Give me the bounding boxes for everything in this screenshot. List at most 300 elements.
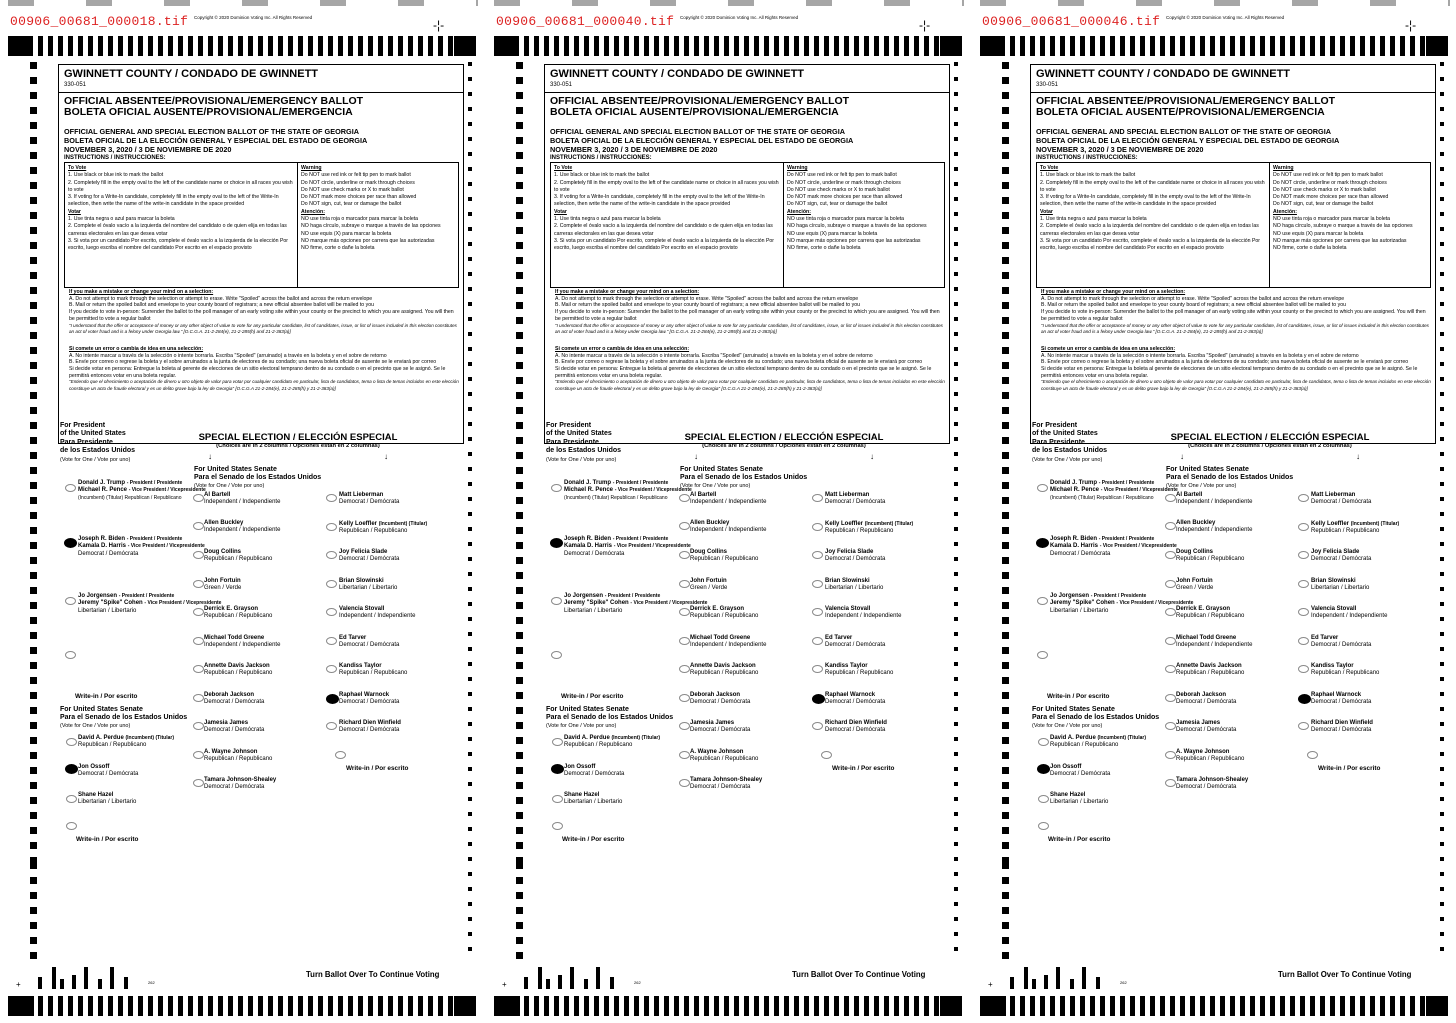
official-title (1036, 96, 1335, 118)
race-title: de los Estados Unidos (60, 447, 136, 455)
vote-oval[interactable] (1037, 764, 1050, 774)
mistake-item: A. Do not attempt to mark through the selection or attempt to erase. Write "Spoiled" across the ballot and across the return envelope (1041, 295, 1345, 302)
vote-oval[interactable] (812, 608, 823, 616)
write-in-oval[interactable] (1307, 751, 1318, 759)
vote-oval[interactable] (1298, 665, 1309, 673)
race-title: de los Estados Unidos (546, 447, 622, 455)
election-title (1036, 127, 1339, 163)
vote-oval[interactable] (193, 665, 204, 673)
mistake-item: B. Mail or return the spoiled ballot and envelope to your county board of registrars; a new official absentee ballot will be mailed to you (555, 302, 860, 309)
column-arrows (694, 452, 874, 461)
special-senate-candidate: Michael Todd Greene Independent / Independiente (204, 635, 281, 649)
special-senate-candidate: Matt Lieberman Democrat / Demócrata (825, 492, 886, 506)
vote-oval[interactable] (193, 751, 204, 759)
write-in-oval[interactable] (551, 651, 562, 659)
election-date: NOVEMBER 3, 2020 / 3 DE NOVIEMBRE DE 2020 (1036, 145, 1204, 154)
vote-oval[interactable] (679, 608, 690, 616)
ballot-scan (494, 0, 964, 1023)
mistake-instructions (69, 289, 459, 393)
race-title: For President (60, 422, 106, 429)
column-arrows (208, 452, 388, 461)
election-title-en: OFFICIAL GENERAL AND SPECIAL ELECTION BALLOT OF THE STATE OF GEORGIA (1036, 127, 1331, 136)
special-senate-candidate: Tamara Johnson-Shealey Democrat / Demócrata (204, 777, 277, 791)
vote-oval[interactable] (1165, 722, 1176, 730)
special-senate-candidate: Kelly Loeffler (Incumbent) (Titular) Republican / Republicano (339, 521, 428, 535)
warning-item: Do NOT use check marks or X to mark ballot (787, 186, 890, 193)
special-senate-candidate: A. Wayne Johnson Republican / Republicano (690, 749, 759, 763)
instruction-item: 1. Use tinta negra o azul para marcar la boleta (1040, 216, 1147, 223)
special-senate-header (194, 466, 321, 491)
warning-item: Do NOT circle, underline or mark through choices (787, 179, 901, 186)
page-number: 262 (634, 980, 641, 985)
vote-oval[interactable] (679, 551, 690, 559)
vote-instruction: (Vote for One / Vote por uno) (194, 483, 265, 490)
fraud-notice-es: "Entiendo que el ofrecimiento o aceptación de dinero u otro objeto de valor para votar por cualquier candidato en particular, lista de candidatos, tema o lista de temas incluidos en este elección constituye un acto de fraude electoral y es un delito grave bajo la ley de Georgia" [O.C.G.A 21-2-284(e), 21-2-285(h) y 21-2-383(a)] (1041, 379, 1431, 392)
vote-instruction: (Vote for One / Vote por uno) (1166, 483, 1237, 490)
mistake-heading-es: Si comete un error o cambia de idea en una selección: (69, 345, 204, 352)
vote-oval[interactable] (1298, 608, 1309, 616)
votar-heading: Votar (1040, 208, 1053, 215)
warning-item: Do NOT mark more choices per race than allowed (1273, 194, 1389, 201)
mistake-heading: If you make a mistake or change your mind on a selection: (69, 289, 214, 295)
registration-plus: + (988, 980, 993, 989)
instruction-item: 2. Completely fill in the empty oval to the left of the candidate name or choice in all races you wish to vote (554, 179, 779, 193)
instruction-item: 2. Complete el óvalo vacío a la izquierda del nombre del candidato o de quien elija en todas las carreras electorales en las que desea votar (554, 223, 773, 237)
warning-heading: Warning (787, 165, 808, 171)
write-in-oval[interactable] (66, 822, 77, 830)
special-election-header (664, 432, 904, 449)
vote-oval[interactable] (1165, 522, 1176, 530)
vote-oval[interactable] (679, 580, 690, 588)
special-senate-candidate: A. Wayne Johnson Republican / Republicano (1176, 749, 1245, 763)
special-senate-candidate: Michael Todd Greene Independent / Independiente (690, 635, 767, 649)
county-title: GWINNETT COUNTY / CONDADO DE GWINNETT (1036, 68, 1291, 80)
candidate-biden-harris: Joseph R. Biden - President / Presidente Kamala D. Harris - Vice President / Vicepresidente Democrat / Demócrata (78, 536, 205, 557)
special-senate-candidate: Brian Slowinski Libertarian / Libertario (339, 578, 398, 592)
divider (783, 163, 784, 287)
special-senate-candidate: Joy Felicia Slade Democrat / Demócrata (825, 549, 886, 563)
vote-oval[interactable] (326, 551, 337, 559)
race-title: Para el Senado de los Estados Unidos (1032, 714, 1160, 722)
vote-oval[interactable] (1037, 597, 1048, 605)
vote-oval[interactable] (193, 722, 204, 730)
columns-note: (Choices are in 2 columns / Opciones están en 2 columnas) (702, 443, 866, 449)
timing-marks-left (30, 62, 37, 962)
warning-item: Do NOT use red ink or felt tip pen to mark ballot (1273, 172, 1383, 179)
turn-over-note: Turn Ballot Over To Continue Voting (1278, 970, 1412, 979)
ballot-style-code: 330-051 (550, 82, 573, 88)
special-senate-candidate: Kelly Loeffler (Incumbent) (Titular) Republican / Republicano (825, 521, 914, 535)
candidate-perdue: David A. Perdue (Incumbent) (Titular) Republican / Republicano (564, 735, 660, 749)
vote-oval[interactable] (812, 580, 823, 588)
page-number: 262 (1120, 980, 1127, 985)
special-senate-candidate: Annette Davis Jackson Republican / Republicano (204, 663, 273, 677)
vote-oval[interactable] (193, 608, 204, 616)
special-senate-candidate: Ed Tarver Democrat / Demócrata (825, 635, 886, 649)
vote-oval[interactable] (679, 779, 690, 787)
top-margin-marks (980, 0, 1450, 6)
vote-oval[interactable] (812, 694, 825, 704)
vote-oval[interactable] (1165, 694, 1176, 702)
vote-oval[interactable] (551, 764, 564, 774)
vote-oval[interactable] (679, 694, 690, 702)
special-senate-candidate: Kandiss Taylor Republican / Republicano (1311, 663, 1380, 677)
election-title-es: BOLETA OFICIAL DE LA ELECCIÓN GENERAL Y ESPECIAL DEL ESTADO DE GEORGIA (1036, 136, 1340, 145)
vote-oval[interactable] (1165, 551, 1176, 559)
instructions-heading: INSTRUCTIONS / INSTRUCCIONES: (550, 155, 652, 161)
election-title (550, 127, 853, 163)
timing-marks-top (980, 36, 1450, 56)
mistake-item: A. No intente marcar a través de la selección o intente borrarla. Escriba "Spoiled" (arruinado) a través en la boleta y en el sobre de retorno (555, 352, 873, 359)
vote-instruction: (Vote for One / Vote por uno) (680, 483, 751, 490)
warning-item: NO use equis (X) para marcar la boleta (787, 230, 878, 237)
special-senate-candidate: Kelly Loeffler (Incumbent) (Titular) Republican / Republicano (1311, 521, 1400, 535)
instruction-item: 3. If voting for a Write-In candidate, completely fill in the empty oval to the left of the Write-In selection, then write the name of the write-in candidate in the space provided (68, 194, 279, 208)
arrow-down-icon: ↓ (1180, 452, 1184, 461)
instruction-item: 2. Completely fill in the empty oval to the left of the candidate name or choice in all races you wish to vote (1040, 179, 1265, 193)
candidate-ossoff: Jon Ossoff Democrat / Demócrata (1050, 764, 1111, 778)
mistake-instructions (1041, 289, 1431, 393)
vote-oval[interactable] (1165, 608, 1176, 616)
candidate-jorgensen-cohen: Jo Jorgensen - President / Presidente Jeremy "Spike" Cohen - Vice President / Vicepresidente Libertarian / Libertario (1050, 593, 1194, 614)
ballot-id-marks (502, 965, 674, 989)
mistake-item: B. Envíe por correo o regrese la boleta y el sobre arruinados a la junta de electores de su condado; una nueva boleta oficial de ausente se le enviará por correo (69, 359, 437, 366)
ballot-style-code: 330-051 (1036, 82, 1059, 88)
vote-oval[interactable] (193, 551, 204, 559)
arrow-down-icon: ↓ (694, 452, 698, 461)
race-title: For United States Senate (680, 466, 763, 473)
candidate-biden-harris: Joseph R. Biden - President / Presidente Kamala D. Harris - Vice President / Vicepresidente Democrat / Demócrata (564, 536, 691, 557)
warning-instructions (301, 165, 456, 253)
official-title-en: OFFICIAL ABSENTEE/PROVISIONAL/EMERGENCY BALLOT (1036, 95, 1336, 107)
vote-oval[interactable] (326, 608, 337, 616)
mistake-item: If you decide to vote in-person: Surrender the ballot to the poll manager of an early voting site within your county or the precinct to which you are assigned. You will then be permitted to vote a regular ballot (69, 309, 454, 322)
instruction-item: 2. Complete el óvalo vacío a la izquierda del nombre del candidato o de quien elija en todas las carreras electorales en las que desea votar (1040, 223, 1259, 237)
vote-oval[interactable] (812, 637, 823, 645)
vote-oval[interactable] (1165, 580, 1176, 588)
timing-marks-left (516, 62, 523, 962)
race-title: Para el Senado de los Estados Unidos (1166, 474, 1294, 482)
vote-oval[interactable] (679, 494, 690, 502)
race-title: de los Estados Unidos (1032, 447, 1108, 455)
instructions-box (64, 162, 459, 288)
write-in-label: Write-in / Por escrito (562, 836, 625, 843)
special-senate-candidate: Al Bartell Independent / Independiente (204, 492, 281, 506)
arrow-down-icon: ↓ (384, 452, 388, 461)
vote-oval[interactable] (66, 795, 77, 803)
arrow-down-icon: ↓ (208, 452, 212, 461)
vote-oval[interactable] (1298, 637, 1309, 645)
vote-oval[interactable] (551, 597, 562, 605)
instruction-item: 3. Si vota por un candidato Por escrito, complete el óvalo vacío a la izquierda de la elección Por escrito, luego escriba el nombre del candidato Por escrito en el espacio provisto (554, 237, 775, 252)
vote-oval[interactable] (812, 722, 823, 730)
special-senate-candidate: Joy Felicia Slade Democrat / Demócrata (339, 549, 400, 563)
vote-oval[interactable] (812, 551, 823, 559)
vote-oval[interactable] (812, 494, 823, 502)
vote-oval[interactable] (812, 665, 823, 673)
column-arrows (1180, 452, 1360, 461)
special-senate-candidate: Al Bartell Independent / Independiente (690, 492, 767, 506)
vote-oval[interactable] (1165, 494, 1176, 502)
vote-oval[interactable] (65, 597, 76, 605)
vote-oval[interactable] (679, 665, 690, 673)
fraud-notice-es: "Entiendo que el ofrecimiento o aceptación de dinero u otro objeto de valor para votar por cualquier candidato en particular, lista de candidatos, tema o lista de temas incluidos en este elección constituye un acto de fraude electoral y es un delito grave bajo la ley de Georgia" [O.C.G.A 21-2-284(e), 21-2-285(h) y 21-2-383(a)] (555, 379, 945, 392)
vote-oval[interactable] (193, 637, 204, 645)
vote-instruction: (Vote for One / Vote por uno) (1032, 723, 1103, 730)
special-election-header (1150, 432, 1390, 449)
vote-oval[interactable] (550, 538, 563, 548)
timing-marks-top (494, 36, 964, 56)
ballot-id-marks (988, 965, 1160, 989)
special-senate-candidate: Richard Dien Winfield Democrat / Demócrata (339, 720, 401, 734)
registration-cross: -¦- (433, 18, 445, 32)
president-race-header (546, 422, 621, 464)
mistake-item: If you decide to vote in-person: Surrender the ballot to the poll manager of an early voting site within your county or the precinct to which you are assigned. You will then be permitted to vote a regular ballot (1041, 309, 1426, 322)
warning-item: Do NOT use red ink or felt tip pen to mark ballot (301, 172, 411, 179)
votar-heading: Votar (68, 208, 81, 215)
race-title: For United States Senate (194, 466, 277, 473)
warning-item: Do NOT mark more choices per race than allowed (787, 194, 903, 201)
vote-oval[interactable] (552, 795, 563, 803)
vote-oval[interactable] (1298, 551, 1309, 559)
special-senate-candidate: Jamesia James Democrat / Demócrata (690, 720, 751, 734)
special-senate-candidate: Allen Buckley Independent / Independiente (1176, 520, 1253, 534)
race-title: For United States Senate (1032, 706, 1115, 713)
vote-oval[interactable] (679, 522, 690, 530)
vote-oval[interactable] (1038, 738, 1049, 746)
vote-oval[interactable] (1038, 795, 1049, 803)
warning-heading: Warning (1273, 165, 1294, 171)
special-senate-candidate: Doug Collins Republican / Republicano (1176, 549, 1245, 563)
vote-oval[interactable] (193, 580, 204, 588)
vote-oval[interactable] (1165, 779, 1176, 787)
vote-oval[interactable] (193, 779, 204, 787)
vote-oval[interactable] (65, 484, 76, 492)
warning-item: NO use tinta roja o marcador para marcar la boleta (301, 216, 419, 223)
write-in-label: Write-in / Por escrito (561, 693, 624, 700)
candidate-perdue: David A. Perdue (Incumbent) (Titular) Republican / Republicano (78, 735, 174, 749)
warning-item: NO use tinta roja o marcador para marcar la boleta (787, 216, 905, 223)
top-margin-marks (8, 0, 478, 6)
special-senate-candidate: Doug Collins Republican / Republicano (690, 549, 759, 563)
warning-item: NO haga círculo, subraye o marque a través de las opciones (1273, 223, 1413, 230)
official-title-es: BOLETA OFICIAL AUSENTE/PROVISIONAL/EMERGENCIA (1036, 106, 1325, 118)
election-date: NOVEMBER 3, 2020 / 3 DE NOVIEMBRE DE 2020 (550, 145, 718, 154)
registration-cross: -¦- (1405, 18, 1417, 32)
instruction-item: 3. If voting for a Write-In candidate, completely fill in the empty oval to the left of the Write-In selection, then write the name of the write-in candidate in the space provided (1040, 194, 1251, 208)
special-election-title: SPECIAL ELECTION / ELECCIÓN ESPECIAL (198, 432, 398, 443)
instructions-box (550, 162, 945, 288)
senate-race-header (546, 706, 673, 731)
vote-oval[interactable] (1165, 665, 1176, 673)
official-title (64, 96, 363, 118)
divider (545, 92, 949, 93)
vote-oval[interactable] (65, 764, 78, 774)
special-senate-candidate: Valencia Stovall Independent / Independiente (1311, 606, 1388, 620)
timing-marks-bottom (8, 996, 478, 1016)
mistake-item: B. Envíe por correo o regrese la boleta y el sobre arruinados a la junta de electores de su condado; una nueva boleta oficial de ausente se le enviará por correo (1041, 359, 1409, 366)
mistake-heading-es: Si comete un error o cambia de idea en una selección: (1041, 345, 1176, 352)
fraud-notice-es: "Entiendo que el ofrecimiento o aceptación de dinero u otro objeto de valor para votar por cualquier candidato en particular, lista de candidatos, tema o lista de temas incluidos en este elección constituye un acto de fraude electoral y es un delito grave bajo la ley de Georgia" [O.C.G.A 21-2-284(e), 21-2-285(h) y 21-2-383(a)] (69, 379, 459, 392)
file-name: 00906_00681_000046.tif (982, 14, 1161, 29)
turn-over-note: Turn Ballot Over To Continue Voting (306, 970, 440, 979)
registration-plus: + (502, 980, 507, 989)
warning-item: NO marque más opciones por carrera que las autorizadas (1273, 237, 1407, 244)
registration-plus: + (16, 980, 21, 989)
president-race-header (60, 422, 135, 464)
special-senate-candidate: Al Bartell Independent / Independiente (1176, 492, 1253, 506)
candidate-perdue: David A. Perdue (Incumbent) (Titular) Republican / Republicano (1050, 735, 1146, 749)
special-senate-candidate: Ed Tarver Democrat / Demócrata (339, 635, 400, 649)
race-title: For President (546, 422, 592, 429)
vote-oval[interactable] (326, 580, 337, 588)
vote-oval[interactable] (1037, 484, 1048, 492)
candidate-trump-pence: Donald J. Trump - President / Presidente Michael R. Pence - Vice President / Vicepresidente (Incumbent) (Titular) Republican / Republicano (78, 480, 206, 501)
candidate-jorgensen-cohen: Jo Jorgensen - President / Presidente Jeremy "Spike" Cohen - Vice President / Vicepresidente Libertarian / Libertario (78, 593, 222, 614)
special-senate-candidate: A. Wayne Johnson Republican / Republicano (204, 749, 273, 763)
candidate-trump-pence: Donald J. Trump - President / Presidente Michael R. Pence - Vice President / Vicepresidente (Incumbent) (Titular) Republican / Republicano (564, 480, 692, 501)
voting-instructions (554, 165, 780, 253)
timing-marks-top (8, 36, 478, 56)
vote-oval[interactable] (326, 523, 337, 531)
write-in-oval[interactable] (1038, 822, 1049, 830)
arrow-down-icon: ↓ (870, 452, 874, 461)
race-title: Para el Senado de los Estados Unidos (60, 714, 188, 722)
special-senate-candidate: Raphael Warnock Democrat / Demócrata (339, 692, 400, 706)
instructions-box (1036, 162, 1431, 288)
special-senate-header (680, 466, 807, 491)
special-senate-candidate: Deborah Jackson Democrat / Demócrata (204, 692, 265, 706)
special-senate-candidate: Derrick E. Grayson Republican / Republicano (204, 606, 273, 620)
warning-instructions (1273, 165, 1428, 253)
to-vote-heading: To Vote (68, 165, 87, 171)
vote-oval[interactable] (679, 751, 690, 759)
official-title-en: OFFICIAL ABSENTEE/PROVISIONAL/EMERGENCY BALLOT (550, 95, 850, 107)
race-title: Para Presidente (546, 438, 599, 446)
election-title-es: BOLETA OFICIAL DE LA ELECCIÓN GENERAL Y ESPECIAL DEL ESTADO DE GEORGIA (550, 136, 854, 145)
special-senate-candidate: Valencia Stovall Independent / Independiente (825, 606, 902, 620)
vote-oval[interactable] (1165, 751, 1176, 759)
vote-oval[interactable] (64, 538, 77, 548)
vote-oval[interactable] (1298, 580, 1309, 588)
write-in-label: Write-in / Por escrito (1047, 693, 1110, 700)
arrow-down-icon: ↓ (1356, 452, 1360, 461)
president-race-header (1032, 422, 1107, 464)
write-in-oval[interactable] (821, 751, 832, 759)
vote-oval[interactable] (1298, 722, 1309, 730)
race-title: For United States Senate (60, 706, 143, 713)
special-senate-candidate: John Fortuin Green / Verde (1176, 578, 1214, 592)
special-senate-candidate: Derrick E. Grayson Republican / Republicano (1176, 606, 1245, 620)
vote-oval[interactable] (193, 522, 204, 530)
warning-item: NO firme, corte o dañe la boleta (1273, 245, 1347, 252)
special-senate-candidate: Tamara Johnson-Shealey Democrat / Demócrata (1176, 777, 1249, 791)
warning-heading: Warning (301, 165, 322, 171)
vote-oval[interactable] (551, 484, 562, 492)
vote-oval[interactable] (193, 494, 204, 502)
vote-oval[interactable] (679, 722, 690, 730)
mistake-item: A. No intente marcar a través de la selección o intente borrarla. Escriba "Spoiled" (arruinado) a través en la boleta y en el sobre de retorno (1041, 352, 1359, 359)
senate-race-header (1032, 706, 1159, 731)
warning-item: Do NOT mark more choices per race than allowed (301, 194, 417, 201)
vote-instruction: (Vote for One / Vote por uno) (60, 456, 131, 463)
vote-oval[interactable] (1298, 494, 1309, 502)
registration-cross: -¦- (919, 18, 931, 32)
vote-oval[interactable] (1298, 523, 1309, 531)
vote-oval[interactable] (326, 665, 337, 673)
warning-item: NO use equis (X) para marcar la boleta (1273, 230, 1364, 237)
race-title: Para el Senado de los Estados Unidos (546, 714, 674, 722)
candidate-hazel: Shane Hazel Libertarian / Libertario (78, 792, 137, 806)
vote-oval[interactable] (326, 637, 337, 645)
voting-instructions (68, 165, 294, 253)
divider (1031, 92, 1435, 93)
timing-marks-right (1440, 62, 1444, 962)
divider (1269, 163, 1270, 287)
vote-oval[interactable] (679, 637, 690, 645)
vote-oval[interactable] (1298, 694, 1311, 704)
ballot-header (1030, 64, 1436, 444)
instruction-item: 2. Completely fill in the empty oval to the left of the candidate name or choice in all races you wish to vote (68, 179, 293, 193)
special-senate-candidate: Matt Lieberman Democrat / Demócrata (339, 492, 400, 506)
fraud-notice: "I understand that the offer or acceptance of money or any other object of value to vote for any particular candidate, list of candidates, issue, or list of issues included in this election constitutes an act of voter fraud and is a felony under Georgia law." [O.C.G.A. 21-2-284(e), 21-2-285(h) and 21-2-383(a)] (1041, 322, 1429, 335)
columns-note: (Choices are in 2 columns / Opciones están en 2 columnas) (1188, 443, 1352, 449)
write-in-oval[interactable] (552, 822, 563, 830)
vote-oval[interactable] (326, 694, 339, 704)
instruction-item: 3. If voting for a Write-In candidate, completely fill in the empty oval to the left of the Write-In selection, then write the name of the write-in candidate in the space provided (554, 194, 765, 208)
top-margin-marks (494, 0, 964, 6)
vote-oval[interactable] (66, 738, 77, 746)
special-senate-candidate: Tamara Johnson-Shealey Democrat / Demócrata (690, 777, 763, 791)
write-in-oval[interactable] (1037, 651, 1048, 659)
special-senate-candidate: Derrick E. Grayson Republican / Republicano (690, 606, 759, 620)
county-title: GWINNETT COUNTY / CONDADO DE GWINNETT (550, 68, 805, 80)
mistake-item: B. Mail or return the spoiled ballot and envelope to your county board of registrars; a new official absentee ballot will be mailed to you (1041, 302, 1346, 309)
write-in-oval[interactable] (65, 651, 76, 659)
vote-oval[interactable] (326, 494, 337, 502)
special-senate-candidate: Annette Davis Jackson Republican / Republicano (1176, 663, 1245, 677)
file-name: 00906_00681_000018.tif (10, 14, 189, 29)
copyright-notice: Copyright © 2020 Dominion Voting Inc. All Rights Reserved (1166, 15, 1285, 20)
vote-oval[interactable] (1165, 637, 1176, 645)
vote-oval[interactable] (193, 694, 204, 702)
timing-marks-left (1002, 62, 1009, 962)
warning-item: Do NOT circle, underline or mark through choices (301, 179, 415, 186)
special-senate-candidate: Allen Buckley Independent / Independiente (690, 520, 767, 534)
vote-oval[interactable] (1036, 538, 1049, 548)
election-title-en: OFFICIAL GENERAL AND SPECIAL ELECTION BALLOT OF THE STATE OF GEORGIA (64, 127, 359, 136)
election-date: NOVEMBER 3, 2020 / 3 DE NOVIEMBRE DE 2020 (64, 145, 232, 154)
vote-oval[interactable] (812, 523, 823, 531)
vote-oval[interactable] (326, 722, 337, 730)
file-name: 00906_00681_000040.tif (496, 14, 675, 29)
write-in-label: Write-in / Por escrito (1048, 836, 1111, 843)
write-in-oval[interactable] (335, 751, 346, 759)
copyright-notice: Copyright © 2020 Dominion Voting Inc. All Rights Reserved (194, 15, 313, 20)
warning-item: NO haga círculo, subraye o marque a través de las opciones (301, 223, 441, 230)
special-senate-candidate: Doug Collins Republican / Republicano (204, 549, 273, 563)
vote-oval[interactable] (552, 738, 563, 746)
warning-instructions (787, 165, 942, 253)
atencion-heading: Atención: (787, 208, 811, 215)
write-in-label: Write-in / Por escrito (76, 836, 139, 843)
divider (59, 92, 463, 93)
warning-item: Do NOT use red ink or felt tip pen to mark ballot (787, 172, 897, 179)
fraud-notice: "I understand that the offer or acceptance of money or any other object of value to vote for any particular candidate, list of candidates, issue, or list of issues included in this election constitutes an act of voter fraud and is a felony under Georgia law." [O.C.G.A. 21-2-284(e), 21-2-285(h) and 21-2-383(a)] (69, 322, 457, 335)
instruction-item: 1. Use black or blue ink to mark the ballot (68, 172, 164, 179)
candidate-jorgensen-cohen: Jo Jorgensen - President / Presidente Jeremy "Spike" Cohen - Vice President / Vicepresidente Libertarian / Libertario (564, 593, 708, 614)
timing-marks-bottom (980, 996, 1450, 1016)
